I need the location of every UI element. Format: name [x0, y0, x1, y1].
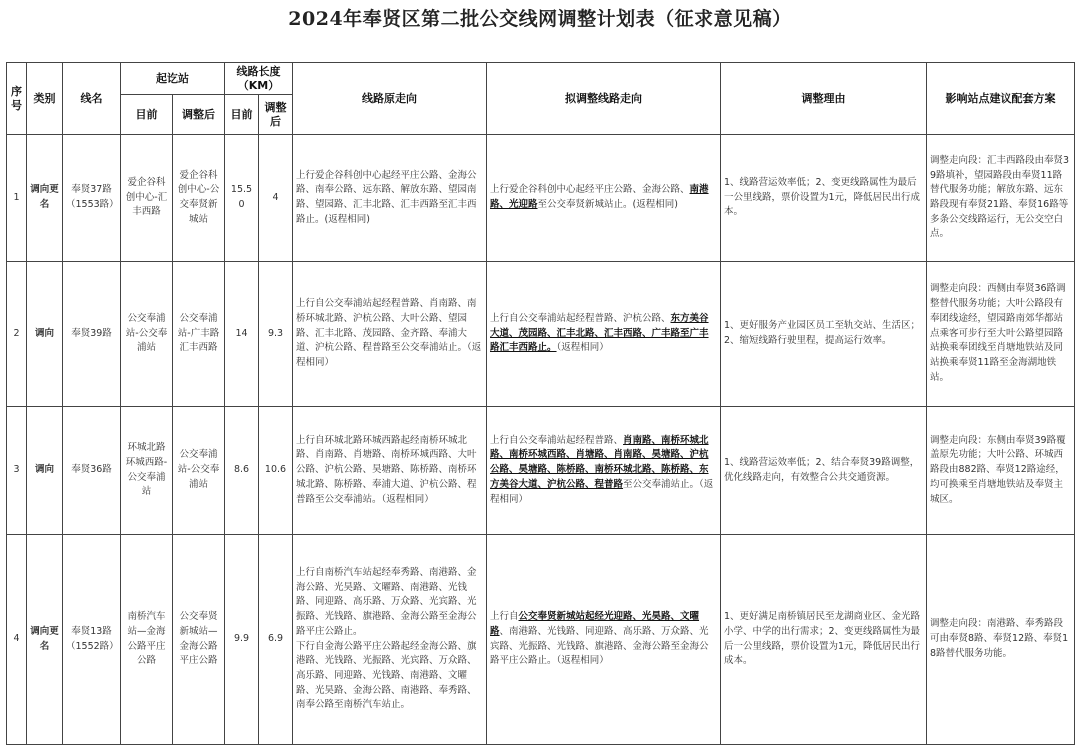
cell-length-adjusted: 10.6 — [259, 407, 293, 535]
header-seq: 序号 — [7, 63, 27, 135]
cell-original-route: 上行自环城北路环城西路起经南桥环城北路、肖南路、肖塘路、南桥环城西路、大叶公路、沪杭公路、昊塘路、陈桥路、南桥环城北路、陈桥路、奉浦大道、沪杭公路、程普路至公交奉浦站。（返程相同） — [293, 407, 487, 535]
cell-length-adjusted: 4 — [259, 135, 293, 262]
cell-affected: 调整走向段：东侧由奉贤39路覆盖原先功能；大叶公路、环城西路段由882路、奉贤12路途经，均可换乘至肖塘地铁站及奉贤主城区。 — [927, 407, 1075, 535]
table-row — [7, 135, 1075, 262]
cell-station-current: 公交奉浦站-公交奉浦站 — [121, 262, 173, 407]
adjustment-plan-table — [6, 62, 1075, 745]
cell-station-adjusted: 公交奉浦站-广丰路汇丰西路 — [173, 262, 225, 407]
proposed-text: 上行爱企谷科创中心起经平庄公路、金海公路、 — [490, 184, 690, 196]
proposed-text: 至公交奉贤新城站止。(返程相同) — [537, 199, 678, 210]
header-length-current: 目前 — [225, 95, 259, 135]
proposed-changed-text: 东方美谷大道、茂园路、汇丰北路、汇丰西路、广丰路至广丰路汇丰西路止。 — [490, 312, 709, 354]
cell-affected: 调整走向段：南港路、奉秀路段可由奉贤8路、奉贤12路、奉贤18路替代服务功能。 — [927, 535, 1075, 745]
cell-length-current: 9.9 — [225, 535, 259, 745]
cell-reason: 1、线路营运效率低；2、变更线路属性为最后一公里线路，票价设置为1元，降低居民出行成本。 — [721, 135, 927, 262]
cell-length-current: 15.50 — [225, 135, 259, 262]
cell-category: 调向 — [27, 262, 63, 407]
cell-length-current: 8.6 — [225, 407, 259, 535]
cell-original-route — [293, 535, 487, 745]
cell-proposed-route — [487, 135, 721, 262]
header-category: 类别 — [27, 63, 63, 135]
header-length-adjusted: 调整后 — [259, 95, 293, 135]
table-row — [7, 407, 1075, 535]
cell-reason: 1、更好服务产业园区员工至轨交站、生活区；2、缩短线路行驶里程，提高运行效率。 — [721, 262, 927, 407]
cell-seq: 2 — [7, 262, 27, 407]
header-reason: 调整理由 — [721, 63, 927, 135]
original-route-up: 上行自南桥汽车站起经奉秀路、南港路、金海公路、光昊路、文曜路、南港路、光钱路、同迎路、高乐路、万众路、光宾路、光振路、光钱路、旗港路、金海公路至金海公路平庄公路止。 — [296, 566, 477, 637]
header-line: 线名 — [63, 63, 121, 135]
proposed-text: 上行自公交奉浦站起经程普路、 — [490, 434, 624, 446]
proposed-text: 上行自公交奉浦站起经程普路、沪杭公路、 — [490, 312, 671, 324]
header-station-adjusted: 调整后 — [173, 95, 225, 135]
proposed-text: 上行自 — [490, 611, 519, 623]
cell-reason: 1、线路营运效率低；2、结合奉贤39路调整，优化线路走向，有效整合公共交通资源。 — [721, 407, 927, 535]
cell-seq: 3 — [7, 407, 27, 535]
cell-reason: 1、更好满足南桥镇居民至龙湖商业区、金光路小学、中学的出行需求；2、变更线路属性为最后一公里线路，票价设置为1元，降低居民出行成本。 — [721, 535, 927, 745]
header-station-current: 目前 — [121, 95, 173, 135]
table-row — [7, 535, 1075, 745]
table-row — [7, 262, 1075, 407]
cell-category: 调向更名 — [27, 535, 63, 745]
cell-line: 奉贤37路（1553路） — [63, 135, 121, 262]
cell-line: 奉贤39路 — [63, 262, 121, 407]
cell-original-route: 上行爱企谷科创中心起经平庄公路、金海公路、南奉公路、远东路、解放东路、望园南路、望园路、汇丰北路、汇丰西路至汇丰西路止。(返程相同) — [293, 135, 487, 262]
proposed-text: 至公交奉浦站止。（返程相同） — [490, 478, 714, 505]
proposed-text: （返程相同） — [556, 342, 609, 354]
cell-proposed-route — [487, 262, 721, 407]
cell-length-current: 14 — [225, 262, 259, 407]
proposed-changed-text: 南港路、光迎路 — [490, 184, 709, 210]
cell-original-route: 上行自公交奉浦站起经程普路、肖南路、南桥环城北路、沪杭公路、大叶公路、望园路、汇丰北路、茂园路、金齐路、奉浦大道、沪杭公路、程普路至公交奉浦站止。（返程相同） — [293, 262, 487, 407]
header-original-route: 线路原走向 — [293, 63, 487, 135]
cell-station-adjusted: 公交奉贤新城站—金海公路平庄公路 — [173, 535, 225, 745]
header-proposed-route: 拟调整线路走向 — [487, 63, 721, 135]
cell-category: 调向更名 — [27, 135, 63, 262]
cell-affected: 调整走向段：西侧由奉贤36路调整替代服务功能；大叶公路段有奉团线途经，望园路南郊华都站点乘客可步行至大叶公路望园路站换乘奉团线至肖塘地铁站及同站换乘奉贤11路至金海湖地铁站。 — [927, 262, 1075, 407]
page-title: 2024年奉贤区第二批公交线网调整计划表（征求意见稿） — [288, 8, 792, 30]
cell-station-current: 南桥汽车站—金海公路平庄公路 — [121, 535, 173, 745]
cell-line: 奉贤36路 — [63, 407, 121, 535]
cell-station-current: 环城北路环城西路-公交奉浦站 — [121, 407, 173, 535]
header-stations: 起讫站 — [121, 63, 225, 95]
cell-length-adjusted: 9.3 — [259, 262, 293, 407]
cell-category: 调向 — [27, 407, 63, 535]
cell-seq: 4 — [7, 535, 27, 745]
proposed-changed-text: 公交奉贤新城站起经光迎路、光昊路、文曜路 — [490, 611, 700, 637]
cell-seq: 1 — [7, 135, 27, 262]
cell-station-current: 爱企谷科创中心-汇丰西路 — [121, 135, 173, 262]
header-length: 线路长度（KM） — [225, 63, 293, 95]
original-route-down: 下行自金海公路平庄公路起经金海公路、旗港路、光钱路、光振路、光宾路、万众路、高乐路、同迎路、光钱路、南港路、文曜路、光昊路、金海公路、南港路、奉秀路、南奉公路至南桥汽车站止。 — [296, 640, 477, 711]
cell-station-adjusted: 公交奉浦站-公交奉浦站 — [173, 407, 225, 535]
proposed-changed-text: 肖南路、南桥环城北路、南桥环城西路、肖塘路、肖南路、昊塘路、沪杭公路、昊塘路、陈桥路、南桥环城北路、陈桥路、东方美谷大道、沪杭公路、程普路 — [490, 434, 709, 490]
cell-length-adjusted: 6.9 — [259, 535, 293, 745]
header-affected: 影响站点建议配套方案 — [927, 63, 1075, 135]
proposed-text: 、南港路、光钱路、同迎路、高乐路、万众路、光宾路、光振路、光钱路、旗港路、金海公路至金海公路平庄公路止。（返程相同） — [490, 625, 709, 667]
cell-proposed-route — [487, 535, 721, 745]
cell-affected: 调整走向段：汇丰西路段由奉贤39路填补，望园路段由奉贤11路替代服务功能；解放东路、远东路段现有奉贤21路、奉贤16路等多条公交线路运行，无公交空白点。 — [927, 135, 1075, 262]
cell-station-adjusted: 爱企谷科创中心-公交奉贤新城站 — [173, 135, 225, 262]
cell-line: 奉贤13路（1552路） — [63, 535, 121, 745]
cell-proposed-route — [487, 407, 721, 535]
